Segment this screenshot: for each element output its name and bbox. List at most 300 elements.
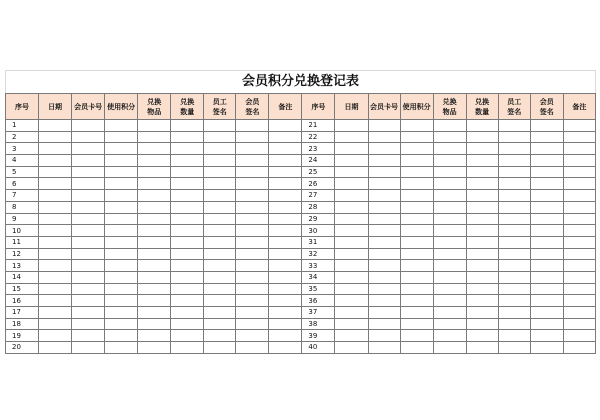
table-cell[interactable] <box>498 260 530 272</box>
table-cell[interactable] <box>335 248 368 260</box>
table-cell[interactable] <box>39 295 72 307</box>
table-cell[interactable] <box>530 248 563 260</box>
table-cell[interactable] <box>498 342 530 354</box>
table-cell[interactable] <box>368 178 400 190</box>
table-cell[interactable] <box>563 307 595 319</box>
table-cell[interactable] <box>498 236 530 248</box>
table-cell[interactable] <box>400 166 433 178</box>
table-cell[interactable] <box>105 225 138 237</box>
table-cell[interactable] <box>335 155 368 167</box>
table-cell[interactable] <box>466 307 498 319</box>
table-cell[interactable] <box>466 342 498 354</box>
table-cell[interactable] <box>400 307 433 319</box>
table-cell[interactable] <box>563 260 595 272</box>
table-cell[interactable] <box>72 260 105 272</box>
table-cell[interactable] <box>563 248 595 260</box>
table-cell[interactable] <box>138 201 171 213</box>
table-cell[interactable] <box>236 330 269 342</box>
table-cell[interactable] <box>236 201 269 213</box>
table-cell[interactable] <box>171 120 204 132</box>
table-cell[interactable] <box>236 318 269 330</box>
table-cell[interactable] <box>236 307 269 319</box>
table-cell[interactable] <box>236 190 269 202</box>
table-cell[interactable] <box>72 330 105 342</box>
table-cell[interactable] <box>335 190 368 202</box>
table-cell[interactable] <box>530 330 563 342</box>
table-cell[interactable] <box>466 166 498 178</box>
table-cell[interactable] <box>498 190 530 202</box>
table-cell[interactable] <box>466 213 498 225</box>
table-cell[interactable] <box>466 131 498 143</box>
table-cell[interactable] <box>236 155 269 167</box>
table-cell[interactable] <box>269 143 302 155</box>
table-cell[interactable] <box>269 283 302 295</box>
table-cell[interactable] <box>105 248 138 260</box>
table-cell[interactable] <box>39 307 72 319</box>
table-cell[interactable] <box>530 120 563 132</box>
table-cell[interactable] <box>236 283 269 295</box>
table-cell[interactable] <box>138 307 171 319</box>
table-cell[interactable] <box>335 330 368 342</box>
table-cell[interactable] <box>39 271 72 283</box>
table-cell[interactable] <box>433 307 466 319</box>
table-cell[interactable] <box>72 295 105 307</box>
table-cell[interactable] <box>563 236 595 248</box>
table-cell[interactable] <box>269 131 302 143</box>
table-cell[interactable] <box>563 166 595 178</box>
table-cell[interactable] <box>563 342 595 354</box>
table-cell[interactable] <box>39 201 72 213</box>
table-cell[interactable] <box>269 330 302 342</box>
table-cell[interactable] <box>335 283 368 295</box>
table-cell[interactable] <box>433 260 466 272</box>
table-cell[interactable] <box>171 131 204 143</box>
table-cell[interactable] <box>171 178 204 190</box>
table-cell[interactable] <box>72 225 105 237</box>
table-cell[interactable] <box>171 213 204 225</box>
table-cell[interactable] <box>72 248 105 260</box>
table-cell[interactable] <box>105 295 138 307</box>
table-cell[interactable] <box>335 236 368 248</box>
table-cell[interactable] <box>563 213 595 225</box>
table-cell[interactable] <box>400 342 433 354</box>
table-cell[interactable] <box>433 342 466 354</box>
table-cell[interactable] <box>563 225 595 237</box>
table-cell[interactable] <box>400 271 433 283</box>
table-cell[interactable] <box>236 166 269 178</box>
table-cell[interactable] <box>204 143 236 155</box>
table-cell[interactable] <box>433 236 466 248</box>
table-cell[interactable] <box>39 143 72 155</box>
table-cell[interactable] <box>400 248 433 260</box>
table-cell[interactable] <box>335 201 368 213</box>
table-cell[interactable] <box>433 120 466 132</box>
table-cell[interactable] <box>433 166 466 178</box>
table-cell[interactable] <box>335 271 368 283</box>
table-cell[interactable] <box>171 260 204 272</box>
table-cell[interactable] <box>368 330 400 342</box>
table-cell[interactable] <box>171 155 204 167</box>
table-cell[interactable] <box>204 260 236 272</box>
table-cell[interactable] <box>105 178 138 190</box>
table-cell[interactable] <box>105 342 138 354</box>
table-cell[interactable] <box>563 155 595 167</box>
table-cell[interactable] <box>269 248 302 260</box>
table-cell[interactable] <box>138 271 171 283</box>
table-cell[interactable] <box>72 131 105 143</box>
table-cell[interactable] <box>105 213 138 225</box>
table-cell[interactable] <box>466 120 498 132</box>
table-cell[interactable] <box>72 120 105 132</box>
table-cell[interactable] <box>498 178 530 190</box>
table-cell[interactable] <box>138 248 171 260</box>
table-cell[interactable] <box>498 248 530 260</box>
table-cell[interactable] <box>466 236 498 248</box>
table-cell[interactable] <box>138 143 171 155</box>
table-cell[interactable] <box>204 271 236 283</box>
table-cell[interactable] <box>204 155 236 167</box>
table-cell[interactable] <box>400 201 433 213</box>
table-cell[interactable] <box>204 307 236 319</box>
table-cell[interactable] <box>171 318 204 330</box>
table-cell[interactable] <box>39 283 72 295</box>
table-cell[interactable] <box>368 143 400 155</box>
table-cell[interactable] <box>204 166 236 178</box>
table-cell[interactable] <box>563 120 595 132</box>
table-cell[interactable] <box>530 236 563 248</box>
table-cell[interactable] <box>204 213 236 225</box>
table-cell[interactable] <box>563 318 595 330</box>
table-cell[interactable] <box>269 295 302 307</box>
table-cell[interactable] <box>105 307 138 319</box>
table-cell[interactable] <box>335 143 368 155</box>
table-cell[interactable] <box>236 225 269 237</box>
table-cell[interactable] <box>138 225 171 237</box>
table-cell[interactable] <box>368 131 400 143</box>
table-cell[interactable] <box>498 295 530 307</box>
table-cell[interactable] <box>530 225 563 237</box>
table-cell[interactable] <box>204 190 236 202</box>
table-cell[interactable] <box>368 260 400 272</box>
table-cell[interactable] <box>433 155 466 167</box>
table-cell[interactable] <box>368 201 400 213</box>
table-cell[interactable] <box>563 271 595 283</box>
table-cell[interactable] <box>335 260 368 272</box>
table-cell[interactable] <box>335 120 368 132</box>
table-cell[interactable] <box>530 201 563 213</box>
table-cell[interactable] <box>39 155 72 167</box>
table-cell[interactable] <box>269 178 302 190</box>
table-cell[interactable] <box>39 131 72 143</box>
table-cell[interactable] <box>400 120 433 132</box>
table-cell[interactable] <box>466 201 498 213</box>
table-cell[interactable] <box>269 155 302 167</box>
table-cell[interactable] <box>138 190 171 202</box>
table-cell[interactable] <box>105 143 138 155</box>
table-cell[interactable] <box>433 213 466 225</box>
table-cell[interactable] <box>368 155 400 167</box>
table-cell[interactable] <box>39 236 72 248</box>
table-cell[interactable] <box>368 248 400 260</box>
table-cell[interactable] <box>204 342 236 354</box>
table-cell[interactable] <box>563 295 595 307</box>
table-cell[interactable] <box>269 236 302 248</box>
table-cell[interactable] <box>236 236 269 248</box>
table-cell[interactable] <box>236 120 269 132</box>
table-cell[interactable] <box>530 213 563 225</box>
table-cell[interactable] <box>498 225 530 237</box>
table-cell[interactable] <box>433 225 466 237</box>
table-cell[interactable] <box>563 131 595 143</box>
table-cell[interactable] <box>498 213 530 225</box>
table-cell[interactable] <box>171 248 204 260</box>
table-cell[interactable] <box>269 307 302 319</box>
table-cell[interactable] <box>498 131 530 143</box>
table-cell[interactable] <box>530 260 563 272</box>
table-cell[interactable] <box>368 295 400 307</box>
table-cell[interactable] <box>72 271 105 283</box>
table-cell[interactable] <box>236 271 269 283</box>
table-cell[interactable] <box>433 271 466 283</box>
table-cell[interactable] <box>433 178 466 190</box>
table-cell[interactable] <box>400 131 433 143</box>
table-cell[interactable] <box>72 236 105 248</box>
table-cell[interactable] <box>39 260 72 272</box>
table-cell[interactable] <box>39 342 72 354</box>
table-cell[interactable] <box>171 166 204 178</box>
table-cell[interactable] <box>433 330 466 342</box>
table-cell[interactable] <box>400 260 433 272</box>
table-cell[interactable] <box>204 131 236 143</box>
table-cell[interactable] <box>39 178 72 190</box>
table-cell[interactable] <box>400 225 433 237</box>
table-cell[interactable] <box>39 166 72 178</box>
table-cell[interactable] <box>269 213 302 225</box>
table-cell[interactable] <box>335 213 368 225</box>
table-cell[interactable] <box>563 283 595 295</box>
table-cell[interactable] <box>466 190 498 202</box>
table-cell[interactable] <box>105 120 138 132</box>
table-cell[interactable] <box>563 190 595 202</box>
table-cell[interactable] <box>204 295 236 307</box>
table-cell[interactable] <box>530 283 563 295</box>
table-cell[interactable] <box>368 120 400 132</box>
table-cell[interactable] <box>498 155 530 167</box>
table-cell[interactable] <box>269 260 302 272</box>
table-cell[interactable] <box>72 283 105 295</box>
table-cell[interactable] <box>138 166 171 178</box>
table-cell[interactable] <box>400 143 433 155</box>
table-cell[interactable] <box>105 166 138 178</box>
table-cell[interactable] <box>204 178 236 190</box>
table-cell[interactable] <box>269 201 302 213</box>
table-cell[interactable] <box>530 318 563 330</box>
table-cell[interactable] <box>105 131 138 143</box>
table-cell[interactable] <box>171 283 204 295</box>
table-cell[interactable] <box>335 166 368 178</box>
table-cell[interactable] <box>530 342 563 354</box>
table-cell[interactable] <box>433 283 466 295</box>
table-cell[interactable] <box>72 201 105 213</box>
table-cell[interactable] <box>530 271 563 283</box>
table-cell[interactable] <box>368 190 400 202</box>
table-cell[interactable] <box>39 248 72 260</box>
table-cell[interactable] <box>171 201 204 213</box>
table-cell[interactable] <box>39 318 72 330</box>
table-cell[interactable] <box>433 318 466 330</box>
table-cell[interactable] <box>466 178 498 190</box>
table-cell[interactable] <box>466 260 498 272</box>
table-cell[interactable] <box>138 295 171 307</box>
table-cell[interactable] <box>138 155 171 167</box>
table-cell[interactable] <box>368 283 400 295</box>
table-cell[interactable] <box>498 330 530 342</box>
table-cell[interactable] <box>400 155 433 167</box>
table-cell[interactable] <box>530 307 563 319</box>
table-cell[interactable] <box>530 143 563 155</box>
table-cell[interactable] <box>138 131 171 143</box>
table-cell[interactable] <box>498 271 530 283</box>
table-cell[interactable] <box>105 260 138 272</box>
table-cell[interactable] <box>498 166 530 178</box>
table-cell[interactable] <box>498 283 530 295</box>
table-cell[interactable] <box>72 155 105 167</box>
table-cell[interactable] <box>171 143 204 155</box>
table-cell[interactable] <box>530 178 563 190</box>
table-cell[interactable] <box>400 213 433 225</box>
table-cell[interactable] <box>72 307 105 319</box>
table-cell[interactable] <box>204 120 236 132</box>
table-cell[interactable] <box>171 190 204 202</box>
table-cell[interactable] <box>138 342 171 354</box>
table-cell[interactable] <box>138 330 171 342</box>
table-cell[interactable] <box>171 271 204 283</box>
table-cell[interactable] <box>466 248 498 260</box>
table-cell[interactable] <box>236 260 269 272</box>
table-cell[interactable] <box>171 330 204 342</box>
table-cell[interactable] <box>39 225 72 237</box>
table-cell[interactable] <box>335 131 368 143</box>
table-cell[interactable] <box>530 155 563 167</box>
table-cell[interactable] <box>466 330 498 342</box>
table-cell[interactable] <box>236 295 269 307</box>
table-cell[interactable] <box>105 190 138 202</box>
table-cell[interactable] <box>138 213 171 225</box>
table-cell[interactable] <box>368 271 400 283</box>
table-cell[interactable] <box>269 225 302 237</box>
table-cell[interactable] <box>204 248 236 260</box>
table-cell[interactable] <box>269 318 302 330</box>
table-cell[interactable] <box>269 342 302 354</box>
table-cell[interactable] <box>498 307 530 319</box>
table-cell[interactable] <box>236 178 269 190</box>
table-cell[interactable] <box>204 236 236 248</box>
table-cell[interactable] <box>368 213 400 225</box>
table-cell[interactable] <box>171 236 204 248</box>
table-cell[interactable] <box>498 143 530 155</box>
table-cell[interactable] <box>466 295 498 307</box>
table-cell[interactable] <box>105 318 138 330</box>
table-cell[interactable] <box>72 178 105 190</box>
table-cell[interactable] <box>72 190 105 202</box>
table-cell[interactable] <box>433 143 466 155</box>
table-cell[interactable] <box>498 201 530 213</box>
table-cell[interactable] <box>138 178 171 190</box>
table-cell[interactable] <box>72 342 105 354</box>
table-cell[interactable] <box>236 342 269 354</box>
table-cell[interactable] <box>466 318 498 330</box>
table-cell[interactable] <box>335 225 368 237</box>
table-cell[interactable] <box>433 201 466 213</box>
table-cell[interactable] <box>269 190 302 202</box>
table-cell[interactable] <box>236 213 269 225</box>
table-cell[interactable] <box>171 307 204 319</box>
table-cell[interactable] <box>72 143 105 155</box>
table-cell[interactable] <box>368 236 400 248</box>
table-cell[interactable] <box>204 318 236 330</box>
table-cell[interactable] <box>105 330 138 342</box>
table-cell[interactable] <box>204 225 236 237</box>
table-cell[interactable] <box>466 155 498 167</box>
table-cell[interactable] <box>498 318 530 330</box>
table-cell[interactable] <box>138 236 171 248</box>
table-cell[interactable] <box>433 131 466 143</box>
table-cell[interactable] <box>236 143 269 155</box>
table-cell[interactable] <box>498 120 530 132</box>
table-cell[interactable] <box>400 330 433 342</box>
table-cell[interactable] <box>335 178 368 190</box>
table-cell[interactable] <box>530 131 563 143</box>
table-cell[interactable] <box>39 190 72 202</box>
table-cell[interactable] <box>530 190 563 202</box>
table-cell[interactable] <box>269 271 302 283</box>
table-cell[interactable] <box>400 283 433 295</box>
table-cell[interactable] <box>138 283 171 295</box>
table-cell[interactable] <box>466 283 498 295</box>
table-cell[interactable] <box>105 201 138 213</box>
table-cell[interactable] <box>563 330 595 342</box>
table-cell[interactable] <box>466 225 498 237</box>
table-cell[interactable] <box>171 342 204 354</box>
table-cell[interactable] <box>171 295 204 307</box>
table-cell[interactable] <box>335 307 368 319</box>
table-cell[interactable] <box>530 166 563 178</box>
table-cell[interactable] <box>171 225 204 237</box>
table-cell[interactable] <box>335 342 368 354</box>
table-cell[interactable] <box>466 271 498 283</box>
table-cell[interactable] <box>72 318 105 330</box>
table-cell[interactable] <box>563 178 595 190</box>
table-cell[interactable] <box>335 295 368 307</box>
table-cell[interactable] <box>204 201 236 213</box>
table-cell[interactable] <box>204 283 236 295</box>
table-cell[interactable] <box>400 318 433 330</box>
table-cell[interactable] <box>563 143 595 155</box>
table-cell[interactable] <box>563 201 595 213</box>
table-cell[interactable] <box>236 131 269 143</box>
table-cell[interactable] <box>39 330 72 342</box>
table-cell[interactable] <box>269 166 302 178</box>
table-cell[interactable] <box>39 120 72 132</box>
table-cell[interactable] <box>400 190 433 202</box>
table-cell[interactable] <box>138 260 171 272</box>
table-cell[interactable] <box>368 166 400 178</box>
table-cell[interactable] <box>433 190 466 202</box>
table-cell[interactable] <box>138 318 171 330</box>
table-cell[interactable] <box>368 307 400 319</box>
table-cell[interactable] <box>433 248 466 260</box>
table-cell[interactable] <box>335 318 368 330</box>
